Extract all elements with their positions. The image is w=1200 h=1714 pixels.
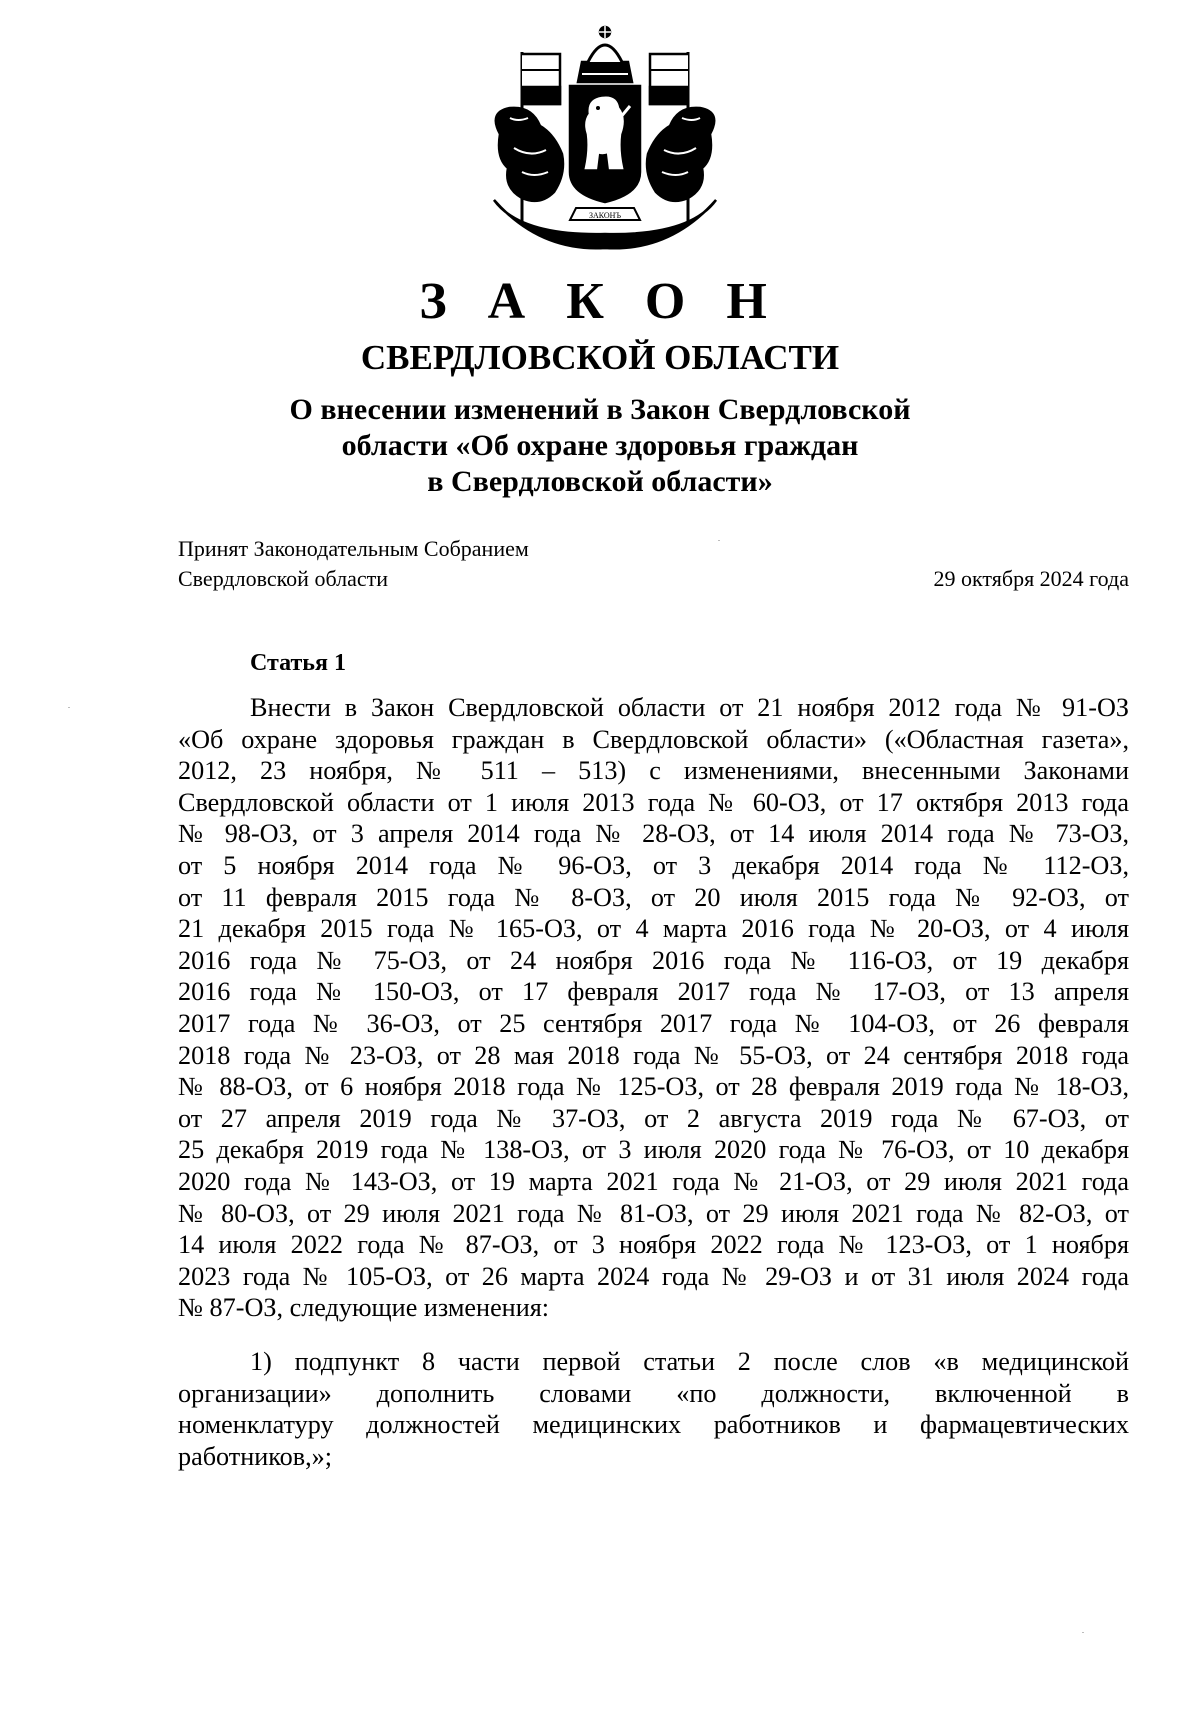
scan-speck [718, 540, 720, 541]
scan-speck [1082, 1632, 1084, 1633]
adoption-date: 29 октября 2024 года [933, 566, 1129, 591]
law-title-line: области «Об охране здоровья граждан [341, 429, 859, 462]
paragraph-line: № 80-ОЗ, от 29 июля 2021 года № 81-ОЗ, от 29 июля 2021 года № 82-ОЗ, от [178, 1198, 1129, 1228]
svg-text:ЗАКОНЪ: ЗАКОНЪ [588, 211, 622, 220]
paragraph-line: 25 декабря 2019 года № 138-ОЗ, от 3 июля 2020 года № 76-ОЗ, от 10 декабря [178, 1135, 1129, 1165]
paragraph-line: 2016 года № 150-ОЗ, от 17 февраля 2017 года № 17-ОЗ, от 13 апреля [178, 977, 1129, 1007]
paragraph-line: Свердловской области от 1 июля 2013 года № 60-ОЗ, от 17 октября 2013 года [178, 787, 1129, 817]
paragraph-line: 2020 года № 143-ОЗ, от 19 марта 2021 года № 21-ОЗ, от 29 июля 2021 года [178, 1166, 1129, 1196]
paragraph-line: номенклатуру должностей медицинских работников и фармацевтических [178, 1410, 1129, 1440]
paragraph-line: 2018 года № 23-ОЗ, от 28 мая 2018 года № 55-ОЗ, от 24 сентября 2018 года [178, 1040, 1129, 1070]
paragraph-line: 1) подпункт 8 части первой статьи 2 после слов «в медицинской [250, 1347, 1129, 1376]
paragraph-line: № 87-ОЗ, следующие изменения: [178, 1293, 550, 1323]
law-title-line: в Свердловской области» [427, 465, 773, 498]
law-title [240, 392, 960, 500]
paragraph-line: «Об охране здоровья граждан в Свердловской области» («Областная газета», [178, 724, 1129, 754]
paragraph-line: 21 декабря 2015 года № 165-ОЗ, от 4 марта 2016 года № 20-ОЗ, от 4 июля [178, 914, 1129, 944]
paragraph-line: № 98-ОЗ, от 3 апреля 2014 года № 28-ОЗ, от 14 июля 2014 года № 73-ОЗ, [178, 819, 1129, 849]
paragraph-line: 2016 года № 75-ОЗ, от 24 ноября 2016 года № 116-ОЗ, от 19 декабря [178, 945, 1129, 975]
article-heading: Статья 1 [250, 650, 346, 676]
adoption-line: Принят Законодательным Собранием [178, 536, 529, 561]
amendment-item-1 [178, 1346, 1129, 1472]
paragraph-line: от 5 ноября 2014 года № 96-ОЗ, от 3 декабря 2014 года № 112-ОЗ, [178, 850, 1129, 880]
paragraph-line: 2012, 23 ноября, № 511 – 513) с изменениями, внесенными Законами [178, 756, 1129, 786]
paragraph-line: работников,»; [178, 1441, 333, 1471]
article-intro-paragraph [178, 692, 1129, 1324]
paragraph-line: 14 июля 2022 года № 87-ОЗ, от 3 ноября 2022 года № 123-ОЗ, от 1 ноября [178, 1230, 1129, 1260]
paragraph-line: организации» дополнить словами «по должности, включенной в [178, 1378, 1129, 1408]
paragraph-line: 2023 года № 105-ОЗ, от 26 марта 2024 года № 29-ОЗ и от 31 июля 2024 года [178, 1261, 1129, 1291]
paragraph-line: № 88-ОЗ, от 6 ноября 2018 года № 125-ОЗ, от 28 февраля 2019 года № 18-ОЗ, [178, 1072, 1129, 1102]
paragraph-line: 2017 года № 36-ОЗ, от 25 сентября 2017 года № 104-ОЗ, от 26 февраля [178, 1008, 1129, 1038]
paragraph-line: Внести в Закон Свердловской области от 21 ноября 2012 года № 91-ОЗ [250, 693, 1129, 722]
region-heading: СВЕРДЛОВСКОЙ ОБЛАСТИ [360, 338, 840, 377]
law-title-line: О внесении изменений в Закон Свердловской [289, 393, 911, 426]
document-type-heading: З А К О Н [419, 273, 781, 330]
paragraph-line: от 11 февраля 2015 года № 8-ОЗ, от 20 июля 2015 года № 92-ОЗ, от [178, 882, 1129, 912]
adoption-line: Свердловской области [178, 566, 388, 591]
sverdlovsk-coat-of-arms-icon [470, 22, 740, 262]
adoption-statement [178, 534, 529, 594]
scan-speck [68, 707, 70, 708]
paragraph-line: от 27 апреля 2019 года № 37-ОЗ, от 2 августа 2019 года № 67-ОЗ, от [178, 1103, 1129, 1133]
